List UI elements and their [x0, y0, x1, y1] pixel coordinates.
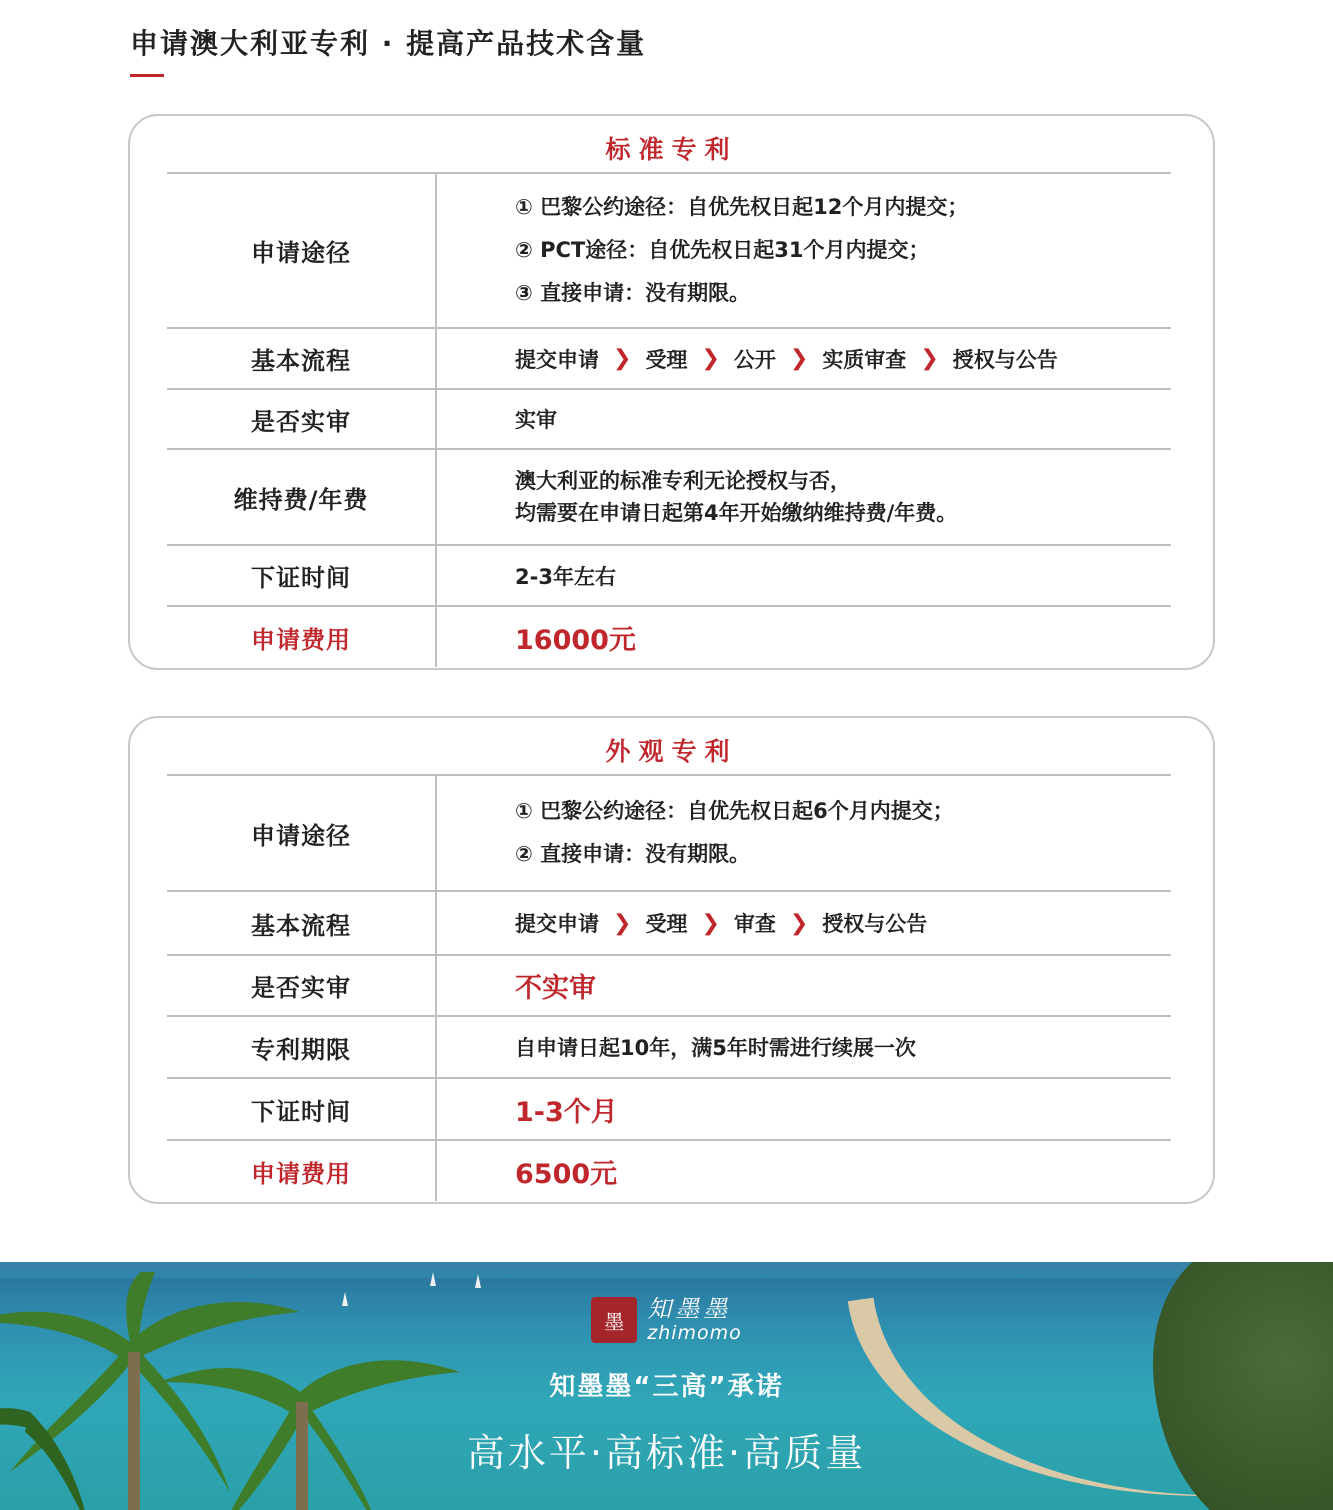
- table-row-exam: [167, 388, 1171, 448]
- row-label: 申请费用: [167, 1141, 437, 1201]
- route-line: ① 巴黎公约途径：自优先权日起12个月内提交；: [515, 195, 969, 219]
- design-patent-card: [128, 716, 1215, 1204]
- process-step: 提交申请: [515, 912, 599, 936]
- page-header: [130, 22, 646, 62]
- seal-logo: 墨: [591, 1297, 637, 1343]
- slogan: 高水平·高标准·高质量: [466, 1431, 867, 1475]
- row-label: 下证时间: [167, 546, 437, 605]
- table-row-process: [167, 327, 1171, 388]
- process-flow: [515, 908, 1171, 938]
- row-label: 申请途径: [167, 776, 437, 890]
- brand-text: [647, 1296, 742, 1344]
- route-line: ① 巴黎公约途径：自优先权日起6个月内提交；: [515, 799, 954, 823]
- row-content: 16000元: [515, 624, 636, 656]
- process-step: 受理: [645, 912, 688, 936]
- route-line: ③ 直接申请：没有期限。: [515, 281, 751, 305]
- row-label: 是否实审: [167, 956, 437, 1015]
- table-row-fee: [167, 448, 1171, 544]
- table-row-exam: [167, 954, 1171, 1015]
- row-label: 申请费用: [167, 607, 437, 667]
- process-step: 授权与公告: [952, 347, 1058, 372]
- fee-line: 均需要在申请日起第4年开始缴纳维持费/年费。: [515, 501, 958, 525]
- page-title: 申请澳大利亚专利 · 提高产品技术含量: [130, 27, 647, 60]
- row-content: 自申请日起10年，满5年时需进行续展一次: [515, 1036, 916, 1060]
- chevron-right-icon: ❯: [613, 910, 632, 936]
- chevron-right-icon: ❯: [613, 346, 632, 371]
- table-row-time: [167, 544, 1171, 605]
- promise-banner: [0, 1262, 1333, 1510]
- design-patent-table: [167, 774, 1171, 1201]
- process-step: 受理: [645, 347, 688, 372]
- standard-patent-card: [128, 114, 1215, 670]
- table-row-route: [167, 774, 1171, 890]
- table-row-process: [167, 890, 1171, 954]
- row-label: 下证时间: [167, 1079, 437, 1139]
- row-content: 6500元: [515, 1158, 618, 1190]
- process-step: 审查: [733, 912, 776, 936]
- row-content: [437, 892, 1171, 954]
- row-label: 申请途径: [167, 174, 437, 327]
- row-label: 基本流程: [167, 329, 437, 388]
- row-label: 专利期限: [167, 1017, 437, 1077]
- card-heading: 标准专利: [605, 135, 738, 164]
- row-content: 实审: [515, 408, 557, 432]
- chevron-right-icon: ❯: [701, 346, 720, 371]
- chevron-right-icon: ❯: [789, 346, 809, 371]
- process-step: 公开: [733, 347, 776, 372]
- process-flow: [515, 344, 1171, 374]
- row-content: 1-3个月: [515, 1096, 618, 1128]
- fee-line: 澳大利亚的标准专利无论授权与否，: [515, 469, 851, 493]
- promise-title: 知墨墨“三高”承诺: [549, 1372, 784, 1402]
- table-row-cost: [167, 1139, 1171, 1201]
- table-row-cost: [167, 605, 1171, 667]
- process-step: 实质审查: [822, 347, 907, 372]
- standard-patent-table: [167, 172, 1171, 667]
- brand-logo: [0, 1296, 1333, 1344]
- brand-name-en: zhimomo: [647, 1322, 742, 1344]
- route-line: ② 直接申请：没有期限。: [515, 842, 751, 866]
- row-content: [437, 776, 1171, 890]
- process-step: 提交申请: [515, 347, 599, 372]
- row-label: 是否实审: [167, 390, 437, 448]
- table-row-time: [167, 1077, 1171, 1139]
- table-row-route: [167, 172, 1171, 327]
- chevron-right-icon: ❯: [701, 910, 720, 936]
- chevron-right-icon: ❯: [920, 346, 939, 371]
- row-label: 基本流程: [167, 892, 437, 954]
- route-line: ② PCT途径：自优先权日起31个月内提交；: [515, 238, 930, 262]
- chevron-right-icon: ❯: [789, 910, 809, 936]
- table-row-term: [167, 1015, 1171, 1077]
- process-step: 授权与公告: [822, 912, 928, 936]
- row-content: [437, 174, 1171, 327]
- row-content: 不实审: [515, 973, 596, 1004]
- card-heading: 外观专利: [605, 737, 738, 766]
- row-content: [437, 329, 1171, 388]
- title-underline: [130, 74, 164, 77]
- row-label: 维持费/年费: [167, 450, 437, 544]
- row-content: 2-3年左右: [515, 564, 616, 589]
- brand-name-cn: 知墨墨: [647, 1295, 732, 1323]
- row-content: [437, 450, 1171, 544]
